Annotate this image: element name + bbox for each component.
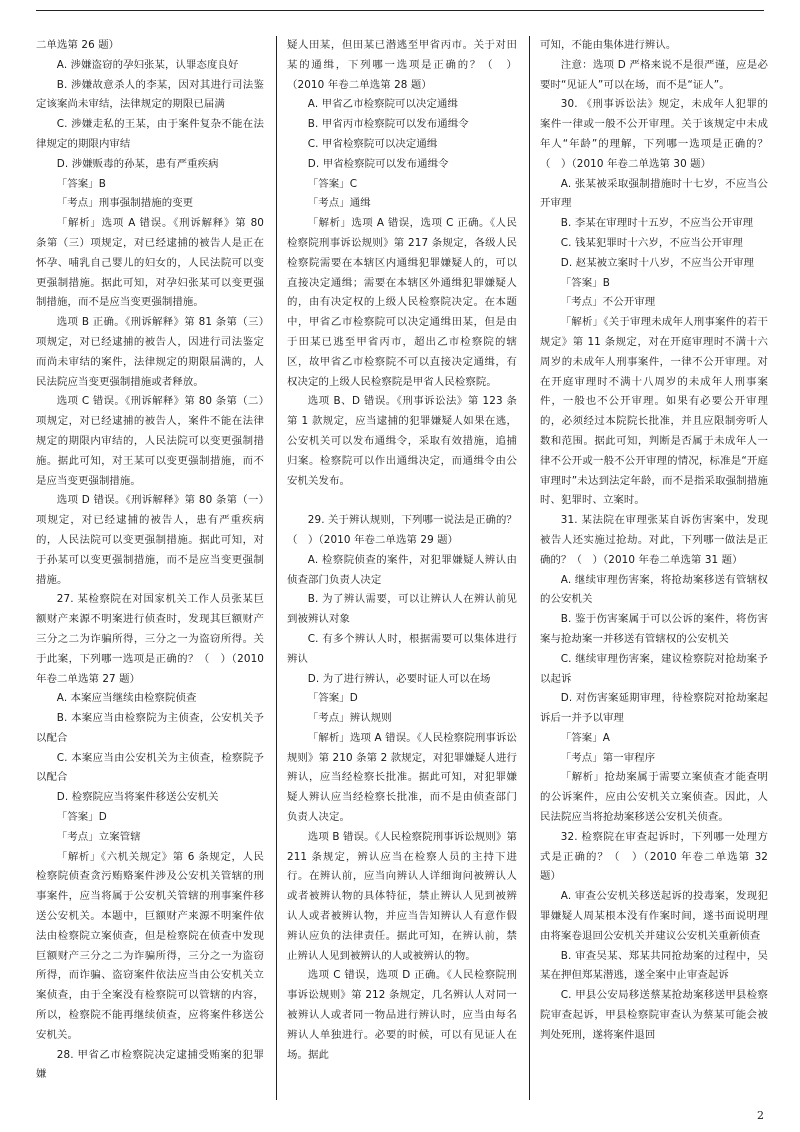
paragraph: A. 张某被采取强制措施时十七岁，不应当公开审理 bbox=[540, 177, 768, 210]
paragraph: C. 继续审理伤害案，建议检察院对抢劫案予以起诉 bbox=[540, 652, 768, 685]
paragraph: 疑人田某，但田某已潜逃至甲省丙市。关于对田某的通缉，下列哪一选项是正确的？（ ）（2010 年卷二单选第 28 题） bbox=[287, 39, 517, 91]
paragraph: C. 有多个辨认人时，根据需要可以集体进行辨认 bbox=[287, 632, 517, 665]
paragraph: 选项 D 错误。《刑诉解释》第 80 条第（一）项规定，对已经逮捕的被告人，患有严重疾病的，人民法院可以变更强制措施。据此可知，对于孙某可以变更强制措施，而不是应当变更强制措施。 bbox=[36, 494, 264, 586]
paragraph: 「考点」刑事强制措施的变更 bbox=[56, 197, 194, 210]
paragraph: 「考点」立案管辖 bbox=[56, 830, 141, 843]
paragraph: 注意：选项 D 严格来说不是很严谨，应是必要时“见证人”可以在场，而不是“证人”。 bbox=[540, 58, 768, 91]
paragraph: 「解析」抢劫案属于需要立案侦查才能查明的公诉案件，应由公安机关立案侦查。因此，人民法院应当将抢劫案移送公安机关侦查。 bbox=[540, 771, 768, 824]
paragraph: 31. 某法院在审理张某自诉伤害案中，发现被告人还实施过抢劫。对此，下列哪一做法是正确的？（ ）（2010 年卷二单选第 31 题） bbox=[540, 514, 768, 566]
paragraph: 29. 关于辨认规则，下列哪一说法是正确的？（ ）（2010 年卷二单选第 29 题） bbox=[287, 514, 517, 546]
paragraph: A. 本案应当继续由检察院侦查 bbox=[56, 692, 197, 705]
paragraph: A. 审查公安机关移送起诉的投毒案，发现犯罪嫌疑人周某根本没有作案时间，遂书面说明理由将案卷退回公安机关并建议公安机关重新侦查 bbox=[540, 890, 768, 942]
paragraph: 「解析」选项 A 错误。《刑诉解释》第 80 条第（三）项规定，对已经逮捕的被告人是正在怀孕、哺乳自己婴儿的妇女的，人民法院可以变更强制措施。据此可知，对孕妇张某可以变更强制措施，而不是应当变更强制措施。 bbox=[36, 217, 264, 309]
paragraph: 「答案」A bbox=[560, 731, 610, 744]
paragraph: 「解析」《六机关规定》第 6 条规定，人民检察院侦查贪污贿赂案件涉及公安机关管辖的刑事案件，应当将属于公安机关管辖的刑事案件移送公安机关。本题中，巨额财产来源不明案件依法由检察院立案侦查，但是检察院在侦查中发现巨额财产三分之二为诈骗所得，三分之一为盗窃所得，而诈骗、盗窃案件依法应当由公安机关立案侦查，由于全案没有检察院可以管辖的内容，所以，检察院不能再继续侦查，应将案件移送公安机关。 bbox=[36, 850, 264, 1041]
header-rule bbox=[36, 10, 764, 11]
paragraph: 30. 《刑事诉讼法》规定，未成年人犯罪的案件一律或一般不公开审理。关于该规定中未成年人“年龄”的理解，下列哪一选项是正确的？（ ）（2010 年卷二单选第 30 题） bbox=[540, 98, 768, 170]
column-2 bbox=[287, 36, 517, 1106]
paragraph: D. 为了进行辨认，必要时证人可以在场 bbox=[307, 672, 491, 685]
paragraph: 「解析」选项 A 错误，选项 C 正确。《人民检察院刑事诉讼规则》第 217 条规定，各级人民检察院需要在本辖区内通缉犯罪嫌疑人的，可以直接决定通缉；需要在本辖区外通缉犯罪嫌疑人的，由有决定权的上级人民检察院决定。在本题中，甲省乙市检察院可以决定通缉田某，但是由于田某已逃至甲省丙市，超出乙市检察院的辖区，故甲省乙市检察院不可以直接决定通缉，有权决定的上级人民检察院是甲省人民检察院。 bbox=[287, 217, 517, 388]
paragraph: D. 对伤害案延期审理，待检察院对抢劫案起诉后一并予以审理 bbox=[540, 692, 768, 725]
paragraph: 27. 某检察院在对国家机关工作人员张某巨额财产来源不明案进行侦查时，发现其巨额财产三分之二为诈骗所得，三分之一为盗窃所得。关于此案，下列哪一选项是正确的？（ ）（2010 年卷二单选第 27 题） bbox=[36, 593, 264, 685]
paragraph: B. 为了辨认需要，可以让辨认人在辨认前见到被辨认对象 bbox=[287, 593, 517, 626]
paragraph: A. 涉嫌盗窃的孕妇张某，认罪态度良好 bbox=[56, 58, 239, 71]
paragraph: C. 本案应当由公安机关为主侦查，检察院予以配合 bbox=[36, 751, 264, 784]
paragraph: 选项 C 错误。《刑诉解释》第 80 条第（二）项规定，对已经逮捕的被告人，案件不能在法律规定的期限内审结的，人民法院可以变更强制措施。据此可知，对王某可以变更强制措施，而不是应当变更强制措施。 bbox=[36, 395, 264, 487]
paragraph: D. 甲省检察院可以发布通缉令 bbox=[307, 157, 449, 170]
paragraph: D. 涉嫌贩毒的孙某，患有严重疾病 bbox=[56, 157, 219, 170]
paragraph: B. 甲省丙市检察院可以发布通缉令 bbox=[307, 118, 469, 131]
paragraph: A. 检察院侦查的案件，对犯罪嫌疑人辨认由侦查部门负责人决定 bbox=[287, 553, 517, 586]
paragraph: B. 鉴于伤害案属于可以公诉的案件，将伤害案与抢劫案一并移送有管辖权的公安机关 bbox=[540, 613, 768, 645]
paragraph: A. 甲省乙市检察院可以决定通缉 bbox=[307, 98, 459, 111]
column-divider-2 bbox=[529, 36, 530, 1100]
paragraph: 28. 甲省乙市检察院决定逮捕受贿案的犯罪嫌 bbox=[36, 1048, 264, 1081]
paragraph: B. 李某在审理时十五岁，不应当公开审理 bbox=[560, 217, 754, 230]
paragraph: 选项 B 正确。《刑诉解释》第 81 条第（三）项规定，对已经逮捕的被告人，因进行司法鉴定而尚未审结的案件，法律规定的期限届满的，人民法院应当变更强制措施或者释放。 bbox=[36, 316, 264, 388]
paragraph: 「考点」第一审程序 bbox=[560, 751, 656, 764]
paragraph: 「考点」通缉 bbox=[307, 197, 371, 210]
paragraph: 「考点」不公开审理 bbox=[560, 296, 656, 309]
paragraph: 「答案」D bbox=[56, 811, 107, 824]
paragraph: B. 本案应当由检察院为主侦查，公安机关予以配合 bbox=[36, 712, 264, 744]
column-3 bbox=[540, 36, 768, 1106]
paragraph: 「考点」辨认规则 bbox=[307, 712, 392, 725]
page-number: 2 bbox=[757, 1109, 764, 1122]
paragraph: 选项 B 错误。《人民检察院刑事诉讼规则》第 211 条规定，辨认应当在检察人员的主持下进行。在辨认前，应当向辨认人详细询问被辨认人或者被辨认物的具体特征，禁止辨认人见到被辨认人或者被辨认物，并应当告知辨认人有意作假辨认应负的法律责任。据此可知，在辨认前，禁止辨认人见到被辨认的人或被辨认的物。 bbox=[287, 830, 517, 962]
paragraph: 32. 检察院在审查起诉时，下列哪一处理方式是正确的？（ ）（2010 年卷二单选第 32 题） bbox=[540, 830, 768, 883]
paragraph: C. 甲省检察院可以决定通缉 bbox=[307, 137, 438, 150]
paragraph: B. 涉嫌故意杀人的李某，因对其进行司法鉴定该案尚未审结，法律规定的期限已届满 bbox=[36, 78, 264, 111]
column-divider-1 bbox=[276, 36, 277, 1100]
paragraph: 「答案」D bbox=[307, 692, 358, 705]
paragraph: B. 审查吴某、郑某共同抢劫案的过程中，吴某在押但郑某潜逃，遂全案中止审查起诉 bbox=[540, 949, 768, 982]
paragraph: 可知，不能由集体进行辨认。 bbox=[540, 39, 677, 51]
paragraph: 「答案」C bbox=[307, 177, 358, 190]
paragraph: 二单选第 26 题） bbox=[36, 39, 120, 51]
column-1 bbox=[36, 36, 264, 1106]
paragraph: 选项 B、D 错误。《刑事诉讼法》第 123 条第 1 款规定，应当逮捕的犯罪嫌疑人如果在逃，公安机关可以发布通缉令，采取有效措施，追捕归案。检察院可以作出通缉决定，而通缉令由公安机关发布。 bbox=[287, 395, 517, 487]
paragraph: D. 赵某被立案时十八岁，不应当公开审理 bbox=[560, 256, 755, 269]
paragraph: C. 涉嫌走私的王某，由于案件复杂不能在法律规定的期限内审结 bbox=[36, 118, 264, 150]
paragraph: 「答案」B bbox=[560, 276, 610, 289]
paragraph: C. 甲县公安局移送蔡某抢劫案移送甲县检察院审查起诉，甲县检察院审查认为蔡某可能会被判处死刑，遂将案件退回 bbox=[540, 989, 768, 1041]
paragraph: A. 继续审理伤害案，将抢劫案移送有管辖权的公安机关 bbox=[540, 573, 768, 606]
paragraph: 「解析」《关于审理未成年人刑事案件的若干规定》第 11 条规定，对在开庭审理时不满十六周岁的未成年人刑事案件，一律不公开审理。对在开庭审理时不满十八周岁的未成年人刑事案件，一般也不公开审理。如果有必要公开审理的，必须经过本院院长批准，并且应限制旁听人数和范围。据此可知，判断是否属于未成年人一律不公开或一般不公开审理的情况，标准是“开庭审理时”未达到法定年龄，而不是指采取强制措施时、犯罪时、立案时。 bbox=[540, 316, 768, 507]
paragraph: 「答案」B bbox=[56, 177, 106, 190]
paragraph: D. 检察院应当将案件移送公安机关 bbox=[56, 791, 219, 804]
paragraph: C. 钱某犯罪时十六岁，不应当公开审理 bbox=[560, 236, 743, 249]
paragraph: 选项 C 错误，选项 D 正确。《人民检察院刑事诉讼规则》第 212 条规定，几名辨认人对同一被辨认人或者同一物品进行辨认时，应当由每名辨认人单独进行。必要的时候，可以有见证人在场。据此 bbox=[287, 969, 517, 1061]
paragraph: 「解析」选项 A 错误。《人民检察院刑事诉讼规则》第 210 条第 2 款规定，对犯罪嫌疑人进行辨认，应当经检察长批准。据此可知，对犯罪嫌疑人辨认应当经检察长批准，而不是由侦查部门负责人决定。 bbox=[287, 731, 517, 824]
